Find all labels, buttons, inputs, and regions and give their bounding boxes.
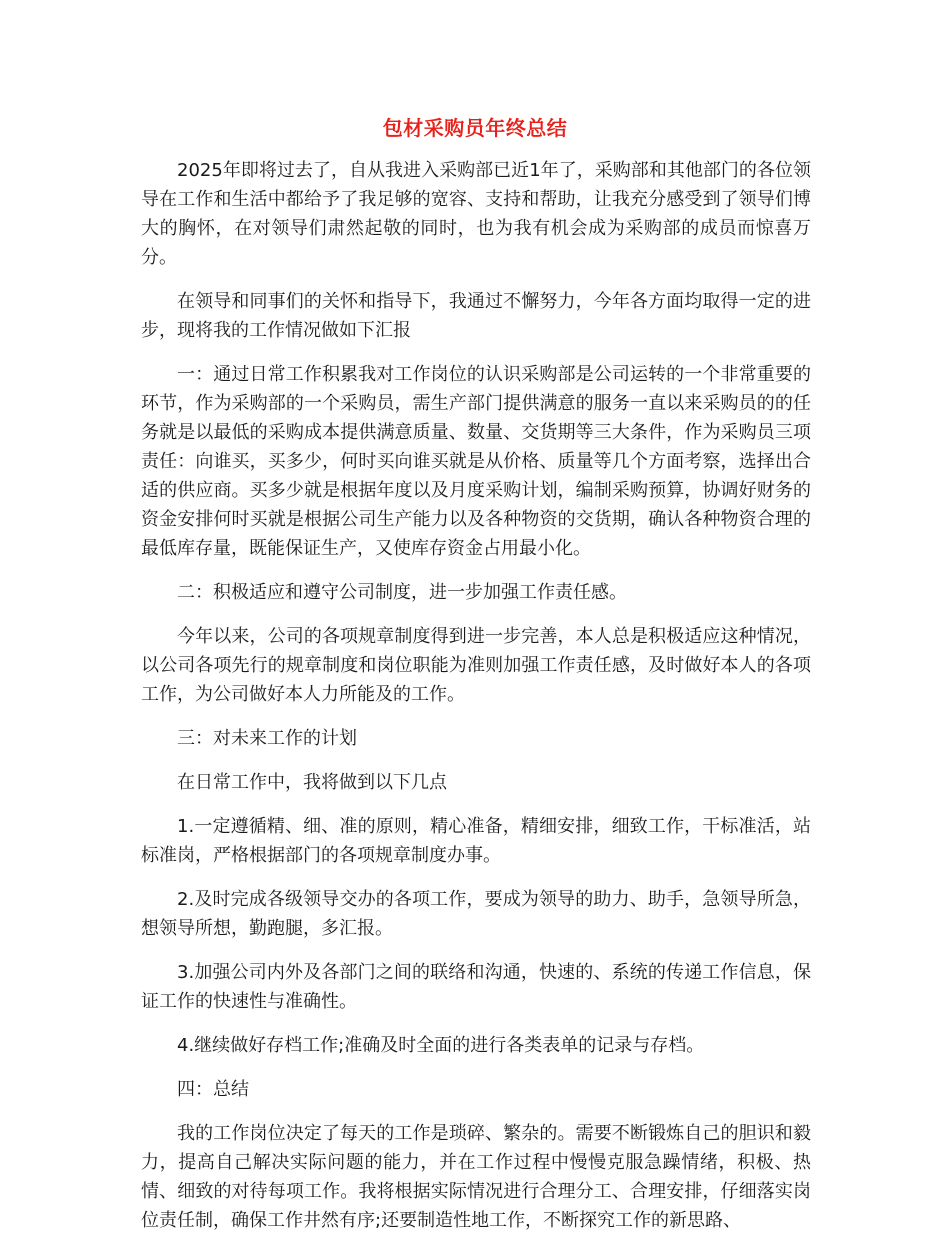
paragraph-plan-item-4: 4.继续做好存档工作;准确及时全面的进行各类表单的记录与存档。 xyxy=(177,1035,705,1056)
paragraph-section-four-heading: 四：总结 xyxy=(177,1079,249,1100)
paragraph-plan-lead: 在日常工作中，我将做到以下几点 xyxy=(177,772,447,793)
paragraph-section-two-body: 今年以来，公司的各项规章制度得到进一步完善，本人总是积极适应这种情况，以公司各项先行的规章制度和岗位职能为准则加强工作责任感，及时做好本人的各项工作，为公司做好本人力所能及的工作。 xyxy=(141,626,811,705)
document-title: 包材采购员年终总结 xyxy=(382,116,568,140)
paragraph-report-lead: 在领导和同事们的关怀和指导下，我通过不懈努力，今年各方面均取得一定的进步，现将我的工作情况做如下汇报 xyxy=(141,291,811,341)
paragraph-section-one: 一：通过日常工作积累我对工作岗位的认识采购部是公司运转的一个非常重要的环节，作为采购部的一个采购员，需生产部门提供满意的服务一直以来采购员的的任务就是以最低的采购成本提供满意质量、数量、交货期等三大条件，作为采购员三项责任：向谁买，买多少，何时买向谁买就是从价格、质量等几个方面考察，选择出合适的供应商。买多少就是根据年度以及月度采购计划，编制采购预算，协调好财务的资金安排何时买就是根据公司生产能力以及各种物资的交货期，确认各种物资合理的最低库存量，既能保证生产，又使库存资金占用最小化。 xyxy=(141,364,811,559)
paragraph-section-three-heading: 三：对未来工作的计划 xyxy=(177,728,357,749)
paragraph-summary: 我的工作岗位决定了每天的工作是琐碎、繁杂的。需要不断锻炼自己的胆识和毅力，提高自己解决实际问题的能力，并在工作过程中慢慢克服急躁情绪，积极、热情、细致的对待每项工作。我将根据实际情况进行合理分工、合理安排，仔细落实岗位责任制，确保工作井然有序;还要制造性地工作，不断探究工作的新思路、 xyxy=(141,1123,811,1231)
paragraph-plan-item-1: 1.一定遵循精、细、准的原则，精心准备，精细安排，细致工作，干标准活，站标准岗，严格根据部门的各项规章制度办事。 xyxy=(141,816,811,866)
document-body xyxy=(141,156,811,1250)
paragraph-plan-item-2: 2.及时完成各级领导交办的各项工作，要成为领导的助力、助手，急领导所急，想领导所想，勤跑腿，多汇报。 xyxy=(141,889,811,939)
paragraph-intro: 2025年即将过去了，自从我进入采购部已近1年了，采购部和其他部门的各位领导在工作和生活中都给予了我足够的宽容、支持和帮助，让我充分感受到了领导们博大的胸怀，在对领导们肃然起敬的同时，也为我有机会成为采购部的成员而惊喜万分。 xyxy=(141,160,811,268)
paragraph-section-two-heading: 二：积极适应和遵守公司制度，进一步加强工作责任感。 xyxy=(177,582,627,603)
paragraph-plan-item-3: 3.加强公司内外及各部门之间的联络和沟通，快速的、系统的传递工作信息，保证工作的快速性与准确性。 xyxy=(141,962,811,1012)
